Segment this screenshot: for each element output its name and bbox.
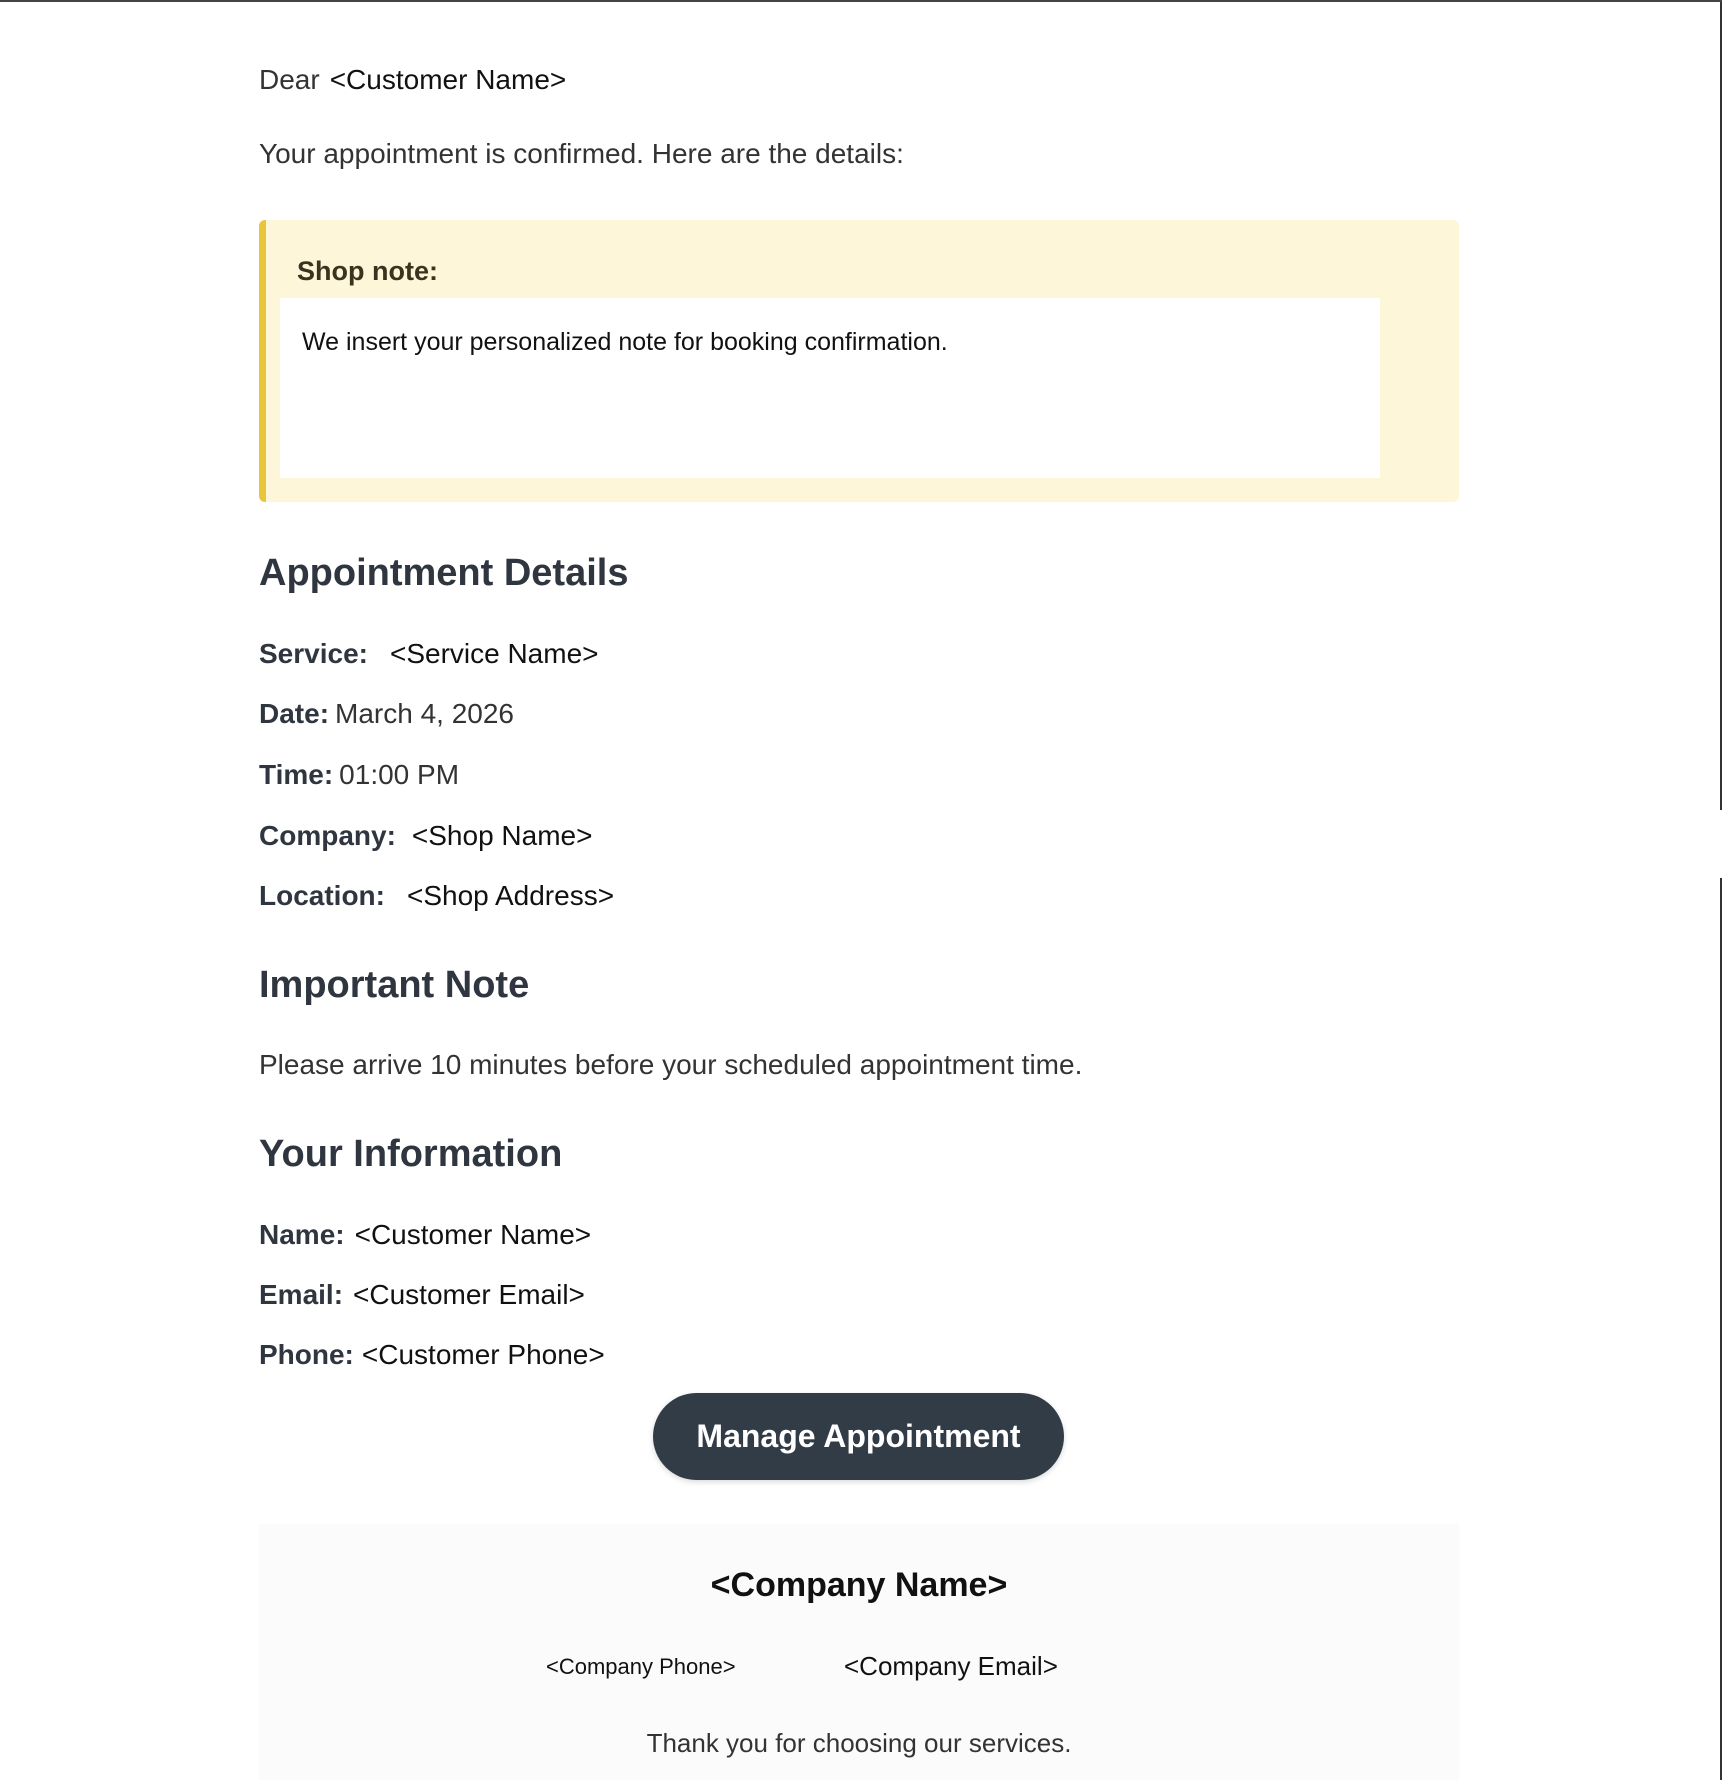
phone-label: Phone: (259, 1339, 354, 1370)
shop-note-text: We insert your personalized note for booking confirmation. (280, 298, 1380, 478)
important-note-text: Please arrive 10 minutes before your scheduled appointment time. (259, 1049, 1083, 1080)
greeting-customer-name: <Customer Name> (329, 64, 567, 95)
name-value: <Customer Name> (354, 1219, 592, 1250)
manage-appointment-button[interactable]: Manage Appointment (653, 1393, 1064, 1480)
footer-company-name: <Company Name> (710, 1566, 1008, 1604)
email-value: <Customer Email> (353, 1279, 585, 1310)
service-label: Service: (259, 638, 368, 669)
time-value: 01:00 PM (339, 759, 460, 790)
footer (259, 1524, 1459, 1780)
phone-value: <Customer Phone> (361, 1339, 605, 1370)
footer-thanks: Thank you for choosing our services. (646, 1728, 1072, 1758)
greeting-prefix: Dear (259, 64, 320, 95)
date-value: March 4, 2026 (335, 698, 515, 729)
shop-note-title: Shop note: (297, 256, 438, 286)
appointment-details-heading: Appointment Details (259, 552, 629, 594)
email-row (259, 1279, 585, 1311)
time-row (259, 759, 459, 791)
email-label: Email: (259, 1279, 344, 1310)
greeting (259, 64, 566, 96)
shop-note-panel (259, 220, 1459, 502)
your-information-heading: Your Information (259, 1133, 563, 1175)
phone-row (259, 1339, 605, 1371)
date-row (259, 698, 514, 730)
intro-text: Your appointment is confirmed. Here are the details: (259, 138, 904, 169)
company-row (259, 820, 592, 852)
name-row (259, 1219, 591, 1251)
service-row (259, 638, 599, 670)
location-value: <Shop Address> (407, 880, 615, 911)
service-value: <Service Name> (389, 638, 599, 669)
important-note-heading: Important Note (259, 964, 530, 1006)
footer-company-email[interactable]: <Company Email> (844, 1651, 1058, 1681)
time-label: Time: (259, 759, 334, 790)
name-label: Name: (259, 1219, 345, 1250)
company-label: Company: (259, 820, 396, 851)
company-value: <Shop Name> (411, 820, 593, 851)
location-row (259, 880, 614, 912)
footer-company-phone[interactable]: <Company Phone> (546, 1654, 736, 1679)
date-label: Date: (259, 698, 330, 729)
location-label: Location: (259, 880, 385, 911)
